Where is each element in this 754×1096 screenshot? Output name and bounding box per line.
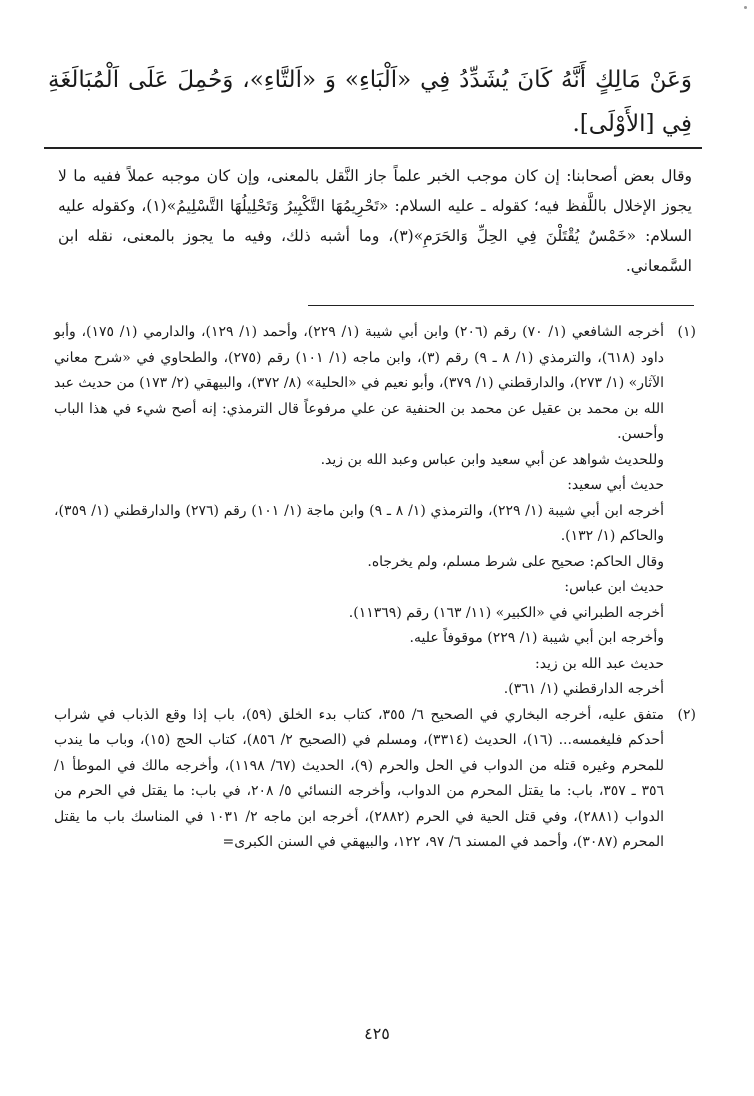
footnote-paragraph: متفق عليه، أخرجه البخاري في الصحيح ٦/ ٣٥٥، كتاب بدء الخلق (٥٩)، باب إذا وقع الذباب في شراب أحدكم فليغمسه... (١٦)، الحديث (٣٣١٤)، ومسلم في (الصحيح ٢/ ٨٥٦)، كتاب الحج (١٥)، وباب ما يندب للمحرم وغيره قتله من الدواب في الحل والحرم (٩)، الحديث (٦٧/ ١١٩٨)، وأخرجه مالك في الموطأ ١/ ٣٥٦ ـ ٣٥٧، باب: ما يقتل المحرم من الدواب، وأخرجه النسائي ٥/ ٢٠٨، في باب: ما يقتل في الحرم من الدواب (٢٨٨١)، وفي قتل الحية في الحرم (٢٨٨٢)، أخرجه ابن ماجه ٢/ ١٠٣١ في المناسك باب ما يقتل المحرم (٣٠٨٧)، وأحمد في المسند ٦/ ٩٧، ١٢٢، والبيهقي في السنن الكبرى=: [54, 706, 665, 850]
page-number: ٤٢٥: [364, 1024, 390, 1043]
footnote-number: (١): [677, 324, 696, 340]
footnote-1: [54, 320, 696, 703]
top-divider: [44, 147, 702, 149]
footnote-paragraph: أخرجه الدارقطني (١/ ٣٦١).: [503, 681, 664, 697]
quoted-text: وَعَنْ مَالِكٍ أَنَّهُ كَانَ يُشَدِّدُ فِي «اَلْبَاءِ» وَ «اَلتَّاءِ»، وَحُمِلَ عَلَى اَلْمُبَالَغَةِ فِي [الأَوْلَى].: [48, 67, 692, 137]
footnote-paragraph: أخرجه ابن أبي شيبة (١/ ٢٢٩)، والترمذي (١/ ٨ ـ ٩) وابن ماجة (١/ ١٠١) رقم (٢٧٦) والدارقطني (١/ ٣٥٩)، والحاكم (١/ ١٣٢).: [54, 502, 665, 544]
footnote-paragraph: حديث أبي سعيد:: [567, 477, 664, 493]
footnote-paragraph: وللحديث شواهد عن أبي سعيد وابن عباس وعبد الله بن زيد.: [320, 451, 664, 468]
footnote-number: (٢): [677, 706, 696, 723]
footnote-paragraph: أخرجه الشافعي (١/ ٧٠) رقم (٢٠٦) وابن أبي شيبة (١/ ٢٢٩)، وأحمد (١/ ١٢٩)، والدارمي (١/ ١٧٥)، وأبو داود (٦١٨)، والترمذي (١/ ٨ ـ ٩) رقم (٣)، وابن ماجه (١/ ١٠١) رقم (٢٧٥)، والطحاوي في «شرح معاني الآثار» (١/ ٢٧٣)، والدارقطني (١/ ٣٧٩)، وأبو نعيم في «الحلية» (٨/ ٣٧٢)، والبيهقي (٢/ ١٧٣) من حديث عبد الله بن محمد بن عقيل عن محمد بن الحنفية عن علي مرفوعاً قال الترمذي: إنه أصح شيء في هذا الباب وأحسن.: [54, 324, 665, 442]
footnote-paragraph: وقال الحاكم: صحيح على شرط مسلم، ولم يخرجاه.: [367, 553, 664, 570]
commentary-paragraph: وقال بعض أصحابنا: إن كان موجب الخبر علماً جاز النَّقل بالمعنى، وإن كان موجبه عملاً ففيه ما لا يجوز الإخلال باللَّفظ فيه؛ كقوله ـ عليه السلام: «تَحْرِيمُهَا التَّكْبِيرُ وَتَحْلِيلُهَا التَّسْلِيمُ»(١)، وكقوله عليه السلام: «خَمْسٌ يُقْتَلْنَ فِي الحِلِّ وَالحَرَمِ»(٣)، وما أشبه ذلك، وفيه ما يجوز بالمعنى، نقله ابن السَّمعاني.: [58, 167, 692, 275]
footnote-2: [54, 703, 696, 856]
scan-speck: [744, 6, 747, 9]
footnotes-section: [54, 320, 696, 856]
footnote-paragraph: أخرجه الطبراني في «الكبير» (١١/ ١٦٣) رقم (١١٣٦٩).: [348, 604, 664, 621]
footnote-body: [54, 703, 664, 856]
footnote-divider: [308, 305, 694, 306]
footnote-paragraph: وأخرجه ابن أبي شيبة (١/ ٢٢٩) موقوفاً عليه.: [409, 630, 664, 646]
footnote-paragraph: حديث عبد الله بن زيد:: [535, 655, 664, 672]
footnote-paragraph: حديث ابن عباس:: [564, 579, 664, 595]
footnote-body: [54, 320, 664, 703]
